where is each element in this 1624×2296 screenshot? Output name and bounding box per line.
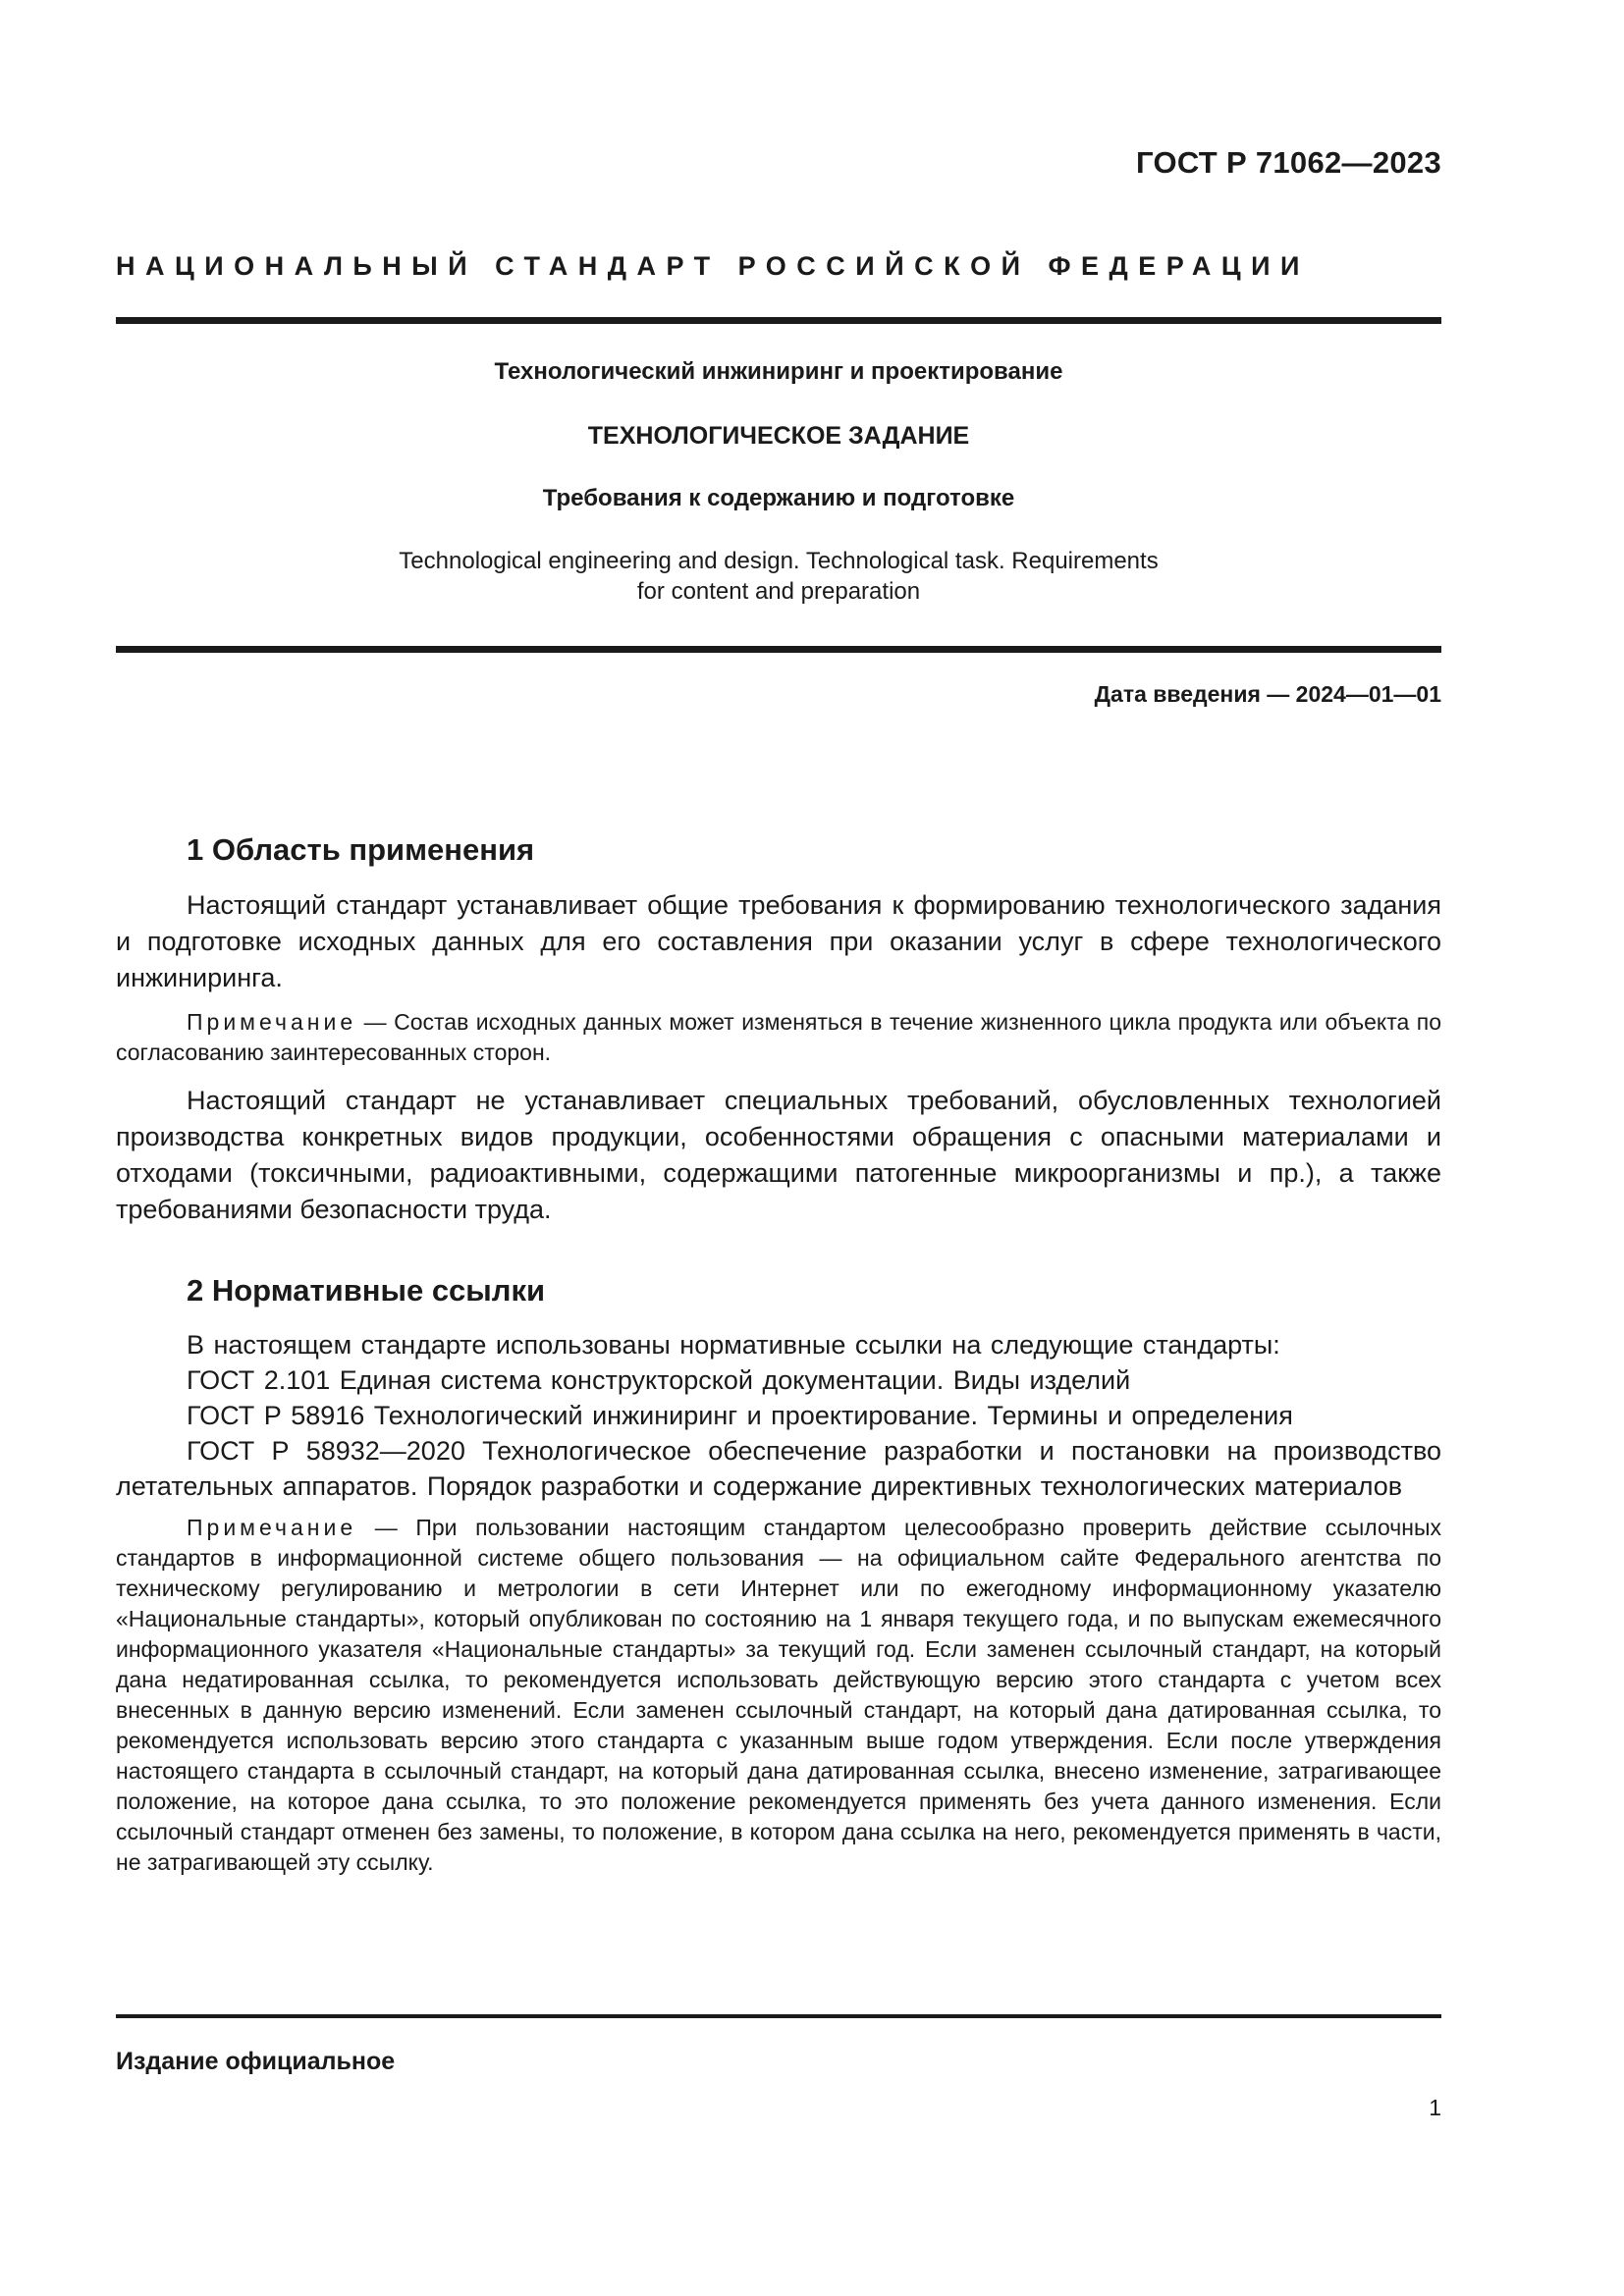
scope-note [116, 1007, 1441, 1068]
title-divider [116, 646, 1441, 653]
top-divider [116, 317, 1441, 324]
introduction-date: Дата введения — 2024—01—01 [1094, 681, 1441, 707]
edition-label: Издание официальное [116, 2048, 396, 2075]
scope-paragraph-1: Настоящий стандарт устанавливает общие требования к формированию технологического задания и подготовке исходных данных для его составления при оказании услуг в сфере технологического инжиниринга. [116, 890, 1441, 992]
section-scope-body [116, 887, 1441, 1228]
section-heading-scope: 1 Область применения [187, 832, 535, 867]
note-label: Примечание [187, 1009, 357, 1035]
note-label: Примечание [187, 1515, 357, 1540]
reference-item: ГОСТ 2.101 Единая система конструкторской документации. Виды изделий [187, 1365, 1131, 1395]
references-note [116, 1513, 1441, 1878]
scope-paragraph-2: Настоящий стандарт не устанавливает специальных требований, обусловленных технологией производства конкретных видов продукции, особенностями обращения с опасными материалами и отходами (токсичными, радиоактивными, содержащими патогенные микроорганизмы и пр.), а также требованиями безопасности труда. [116, 1086, 1441, 1224]
page-number: 1 [1429, 2095, 1441, 2120]
standard-area-title: Технологический инжиниринг и проектирование [494, 358, 1063, 385]
english-title [116, 546, 1441, 607]
note-text: — Состав исходных данных может изменяться в течение жизненного цикла продукта или объекта по согласованию заинтересованных сторон. [116, 1009, 1441, 1065]
national-standard-banner: НАЦИОНАЛЬНЫЙ СТАНДАРТ РОССИЙСКОЙ ФЕДЕРАЦИИ [116, 251, 1310, 281]
english-title-line-2: for content and preparation [636, 578, 921, 605]
english-title-line-1: Technological engineering and design. Technological task. Requirements [399, 548, 1159, 574]
section-heading-normative-references: 2 Нормативные ссылки [187, 1273, 546, 1308]
footer-divider [116, 2014, 1441, 2018]
standard-subtitle: Требования к содержанию и подготовке [542, 485, 1015, 511]
section-references-body [116, 1327, 1441, 1878]
standard-main-title: ТЕХНОЛОГИЧЕСКОЕ ЗАДАНИЕ [587, 422, 970, 450]
reference-item: ГОСТ Р 58916 Технологический инжиниринг и проектирование. Термины и определения [187, 1401, 1293, 1430]
gost-number: ГОСТ Р 71062—2023 [1136, 145, 1441, 180]
reference-item: ГОСТ Р 58932—2020 Технологическое обеспечение разработки и постановки на производство летательных аппаратов. Порядок разработки и содержание директивных технологических материалов [116, 1436, 1441, 1501]
note-text: — При пользовании настоящим стандартом целесообразно проверить действие ссылочных стандартов в информационной системе общего пользования — на официальном сайте Федерального агентства по техническому регулированию и метрологии в сети Интернет или по ежегодному информационному указателю «Национальные стандарты», который опубликован по состоянию на 1 января текущего года, и по выпускам ежемесячного информационного указателя «Национальные стандарты» за текущий год. Если заменен ссылочный стандарт, на который дана недатированная ссылка, то рекомендуется использовать действующую версию этого стандарта с учетом всех внесенных в данную версию изменений. Если заменен ссылочный стандарт, на который дана датированная ссылка, то рекомендуется использовать версию этого стандарта с указанным выше годом утверждения. Если после утверждения настоящего стандарта в ссылочный стандарт, на который дана датированная ссылка, внесено изменение, затрагивающее положение, на которое дана ссылка, то это положение рекомендуется применять без учета данного изменения. Если ссылочный стандарт отменен без замены, то положение, в котором дана ссылка на него, рекомендуется применять в части, не затрагивающей эту ссылку. [116, 1515, 1441, 1875]
references-intro: В настоящем стандарте использованы нормативные ссылки на следующие стандарты: [187, 1330, 1280, 1360]
